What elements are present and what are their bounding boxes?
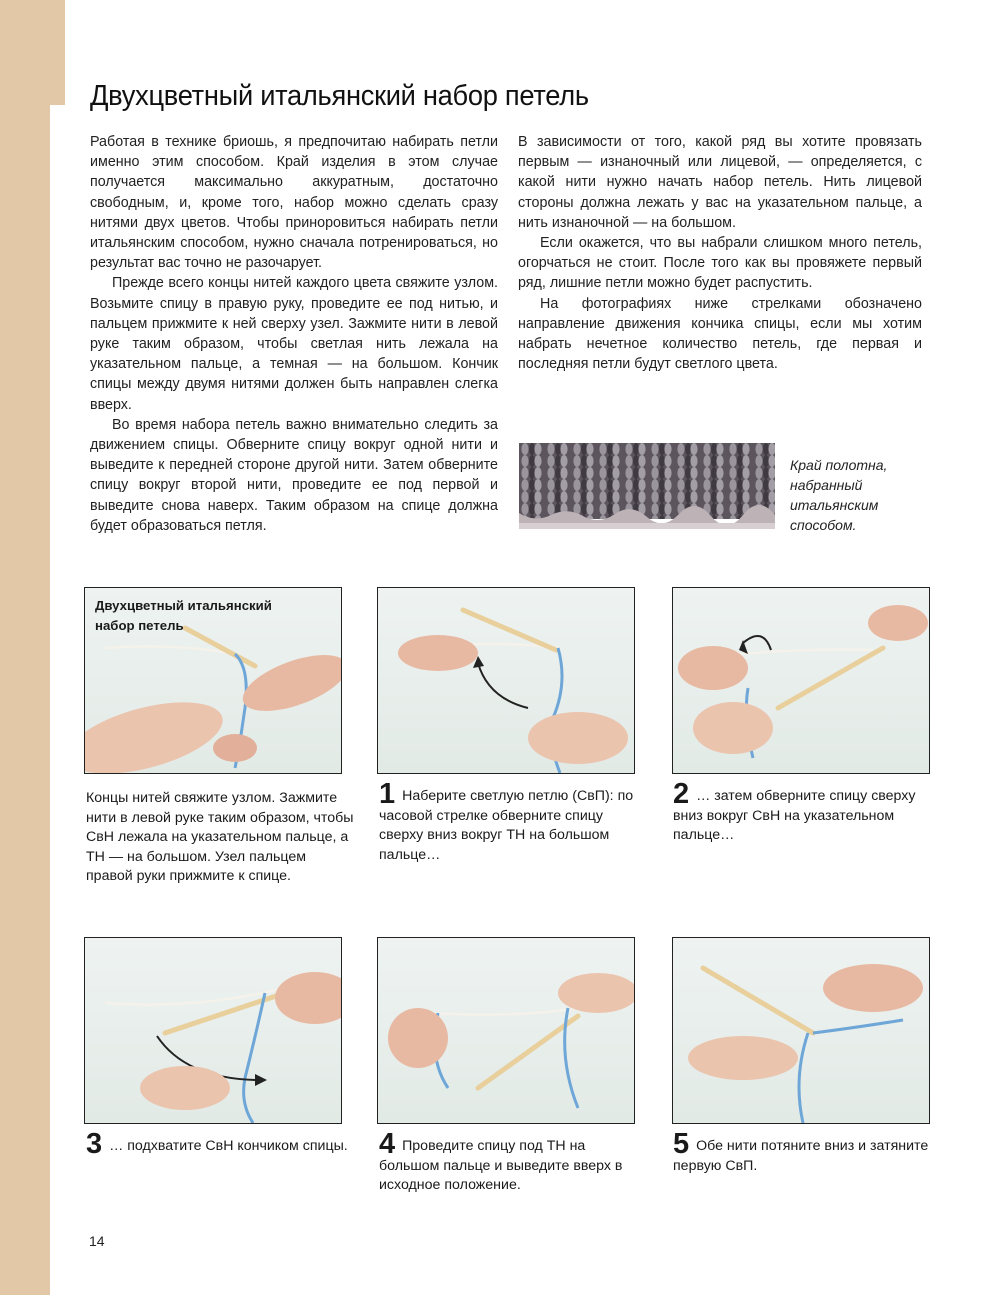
step-caption-intro (86, 789, 356, 887)
fabric-sample-caption: Край полотна, набранный итальянским способом. (790, 457, 888, 533)
step-number: 1 (379, 778, 396, 810)
step-number: 5 (673, 1128, 690, 1160)
body-column-left (90, 132, 498, 536)
step-photo-3 (84, 937, 342, 1124)
photo-label: Двухцветный итальянский набор петель (95, 598, 272, 633)
page-title: Двухцветный итальянский набор петель (90, 80, 589, 112)
caption-text: … подхватите СвН кончиком спицы. (109, 1138, 348, 1154)
paragraph: Работая в технике бриошь, я предпочитаю набирать петли именно этим способом. Край изделия в этом случае получается максимально аккуратным, достаточно свободным, и, кроме того, набор можно сделать сразу нитями двух цветов. Чтобы приноровиться набирать петли итальянским способом, нужно сначала потренироваться, но результат вас точно не разочарует. (90, 134, 498, 272)
caption-text: … затем обверните спицу сверху вниз вокруг СвН на указательном пальце… (673, 788, 916, 844)
caption-text: Обе нити потяните вниз и затяните первую СвП. (673, 1138, 929, 1174)
caption-text: Концы нитей свяжите узлом. Зажмите нити в левой руке таким образом, чтобы СвН лежала на указательном пальце, а ТН — на большом. Узел пальцем правой руки прижмите к спице. (86, 790, 354, 885)
knitted-fabric-sample-image (519, 443, 775, 529)
step-photo-intro (84, 587, 342, 774)
decorative-top-band (0, 0, 65, 105)
decorative-left-band (0, 105, 50, 1295)
step-number: 4 (379, 1128, 396, 1160)
step-caption-1 (379, 778, 649, 865)
paragraph: Прежде всего концы нитей каждого цвета свяжите узлом. Возьмите спицу в правую руку, проведите ее под нитью, и пальцем прижмите к ней сверху узел. Зажмите нити в левой руке таким образом, чтобы светлая нить лежала на указательном пальце, а темная — на большом. Кончик спицы между двумя нитями должен быть направлен слегка вверх. (90, 275, 498, 413)
step-caption-2 (673, 778, 943, 846)
paragraph: Во время набора петель важно внимательно следить за движением спицы. Обверните спицу вокруг одной нити и выведите к передней стороне другой нити. Затем обверните спицу вокруг второй нити, проведите ее под первой и выведите снова наверх. Таким образом на спице должна будет образоваться петля. (90, 416, 498, 534)
step-photo-4 (377, 937, 635, 1124)
page-number: 14 (89, 1233, 105, 1249)
body-column-right (518, 132, 922, 374)
step-number: 3 (86, 1128, 103, 1160)
step-photo-1 (377, 587, 635, 774)
paragraph: В зависимости от того, какой ряд вы хотите провязать первым — изнаночный или лицевой, — определяется, с какой нити нужно начать набор петель. Нить лицевой стороны должна лежать у вас на указательном пальце, а нить изнаночной — на большом. (518, 134, 922, 231)
step-photo-5 (672, 937, 930, 1124)
caption-text: Проведите спицу под ТН на большом пальце и выведите вверх в исходное положение. (379, 1138, 623, 1194)
caption-text: Наберите светлую петлю (СвП): по часовой стрелке обверните спицу сверху вниз вокруг ТН на большом пальце… (379, 788, 634, 863)
step-caption-5 (673, 1128, 943, 1176)
paragraph: Если окажется, что вы набрали слишком много петель, огорчаться не стоит. После того как вы провяжете первый ряд, лишние петли можно будет распустить. (518, 235, 922, 292)
step-caption-4 (379, 1128, 649, 1196)
step-caption-3 (86, 1128, 356, 1160)
step-photo-2 (672, 587, 930, 774)
paragraph: На фотографиях ниже стрелками обозначено направление движения кончика спицы, если мы хотим набрать нечетное количество петель, где первая и последняя петли будут светлого цвета. (518, 295, 922, 373)
step-number: 2 (673, 778, 690, 810)
